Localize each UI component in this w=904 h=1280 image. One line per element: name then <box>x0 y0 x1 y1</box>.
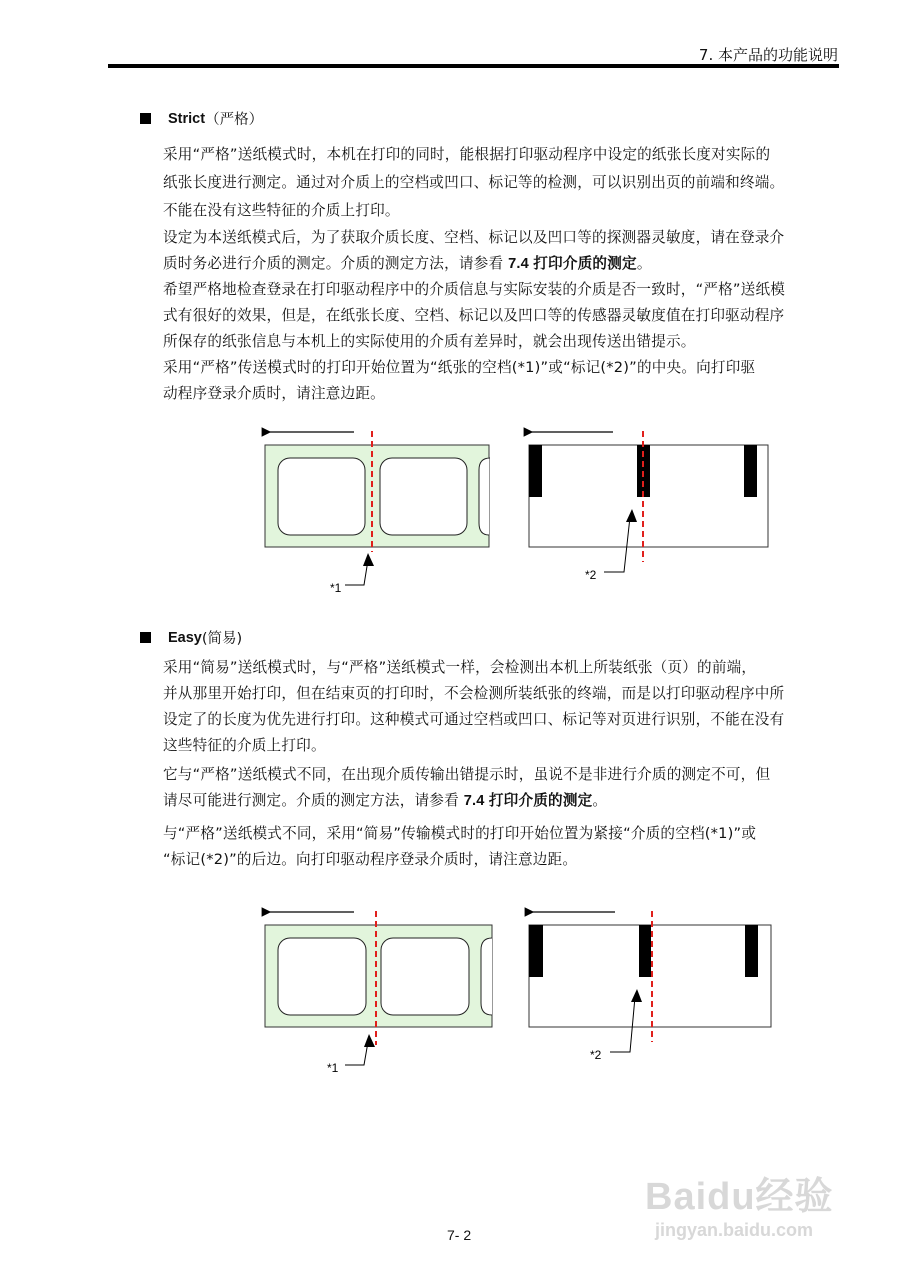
text-line: 并从那里开始打印，但在结束页的打印时，不会检测所装纸张的终端，而是以打印驱动程序中所 <box>163 685 785 702</box>
text-line: 纸张长度进行测定。通过对介质上的空档或凹口、标记等的检测，可以识别出页的前端和终端。 <box>163 174 785 191</box>
mark-label: *2 <box>590 1048 602 1062</box>
watermark-url: jingyan.baidu.com <box>655 1220 814 1240</box>
reference-link: 7.4 打印介质的测定 <box>508 256 637 272</box>
text-line: 式有很好的效果，但是，在纸张长度、空档、标记以及凹口等的传感器灵敏度值在打印驱动程序 <box>163 307 785 324</box>
text-line: 设定了的长度为优先进行打印。这种模式可通过空档或凹口、标记等对页进行识别，不能在没有 <box>163 711 785 728</box>
watermark-brand: Baidu经验 <box>645 1176 834 1218</box>
section-title-zh: (简易) <box>201 631 243 647</box>
text-span: 请尽可能进行测定。介质的测定方法，请参看 <box>163 792 464 809</box>
easy-label-diagram <box>265 911 492 1075</box>
page-number: 7- 2 <box>447 1227 472 1243</box>
text-line: 所保存的纸张信息与本机上的实际使用的介质有差异时，就会出现传送出错提示。 <box>163 333 696 350</box>
label <box>278 458 365 535</box>
pointer-arrow-icon <box>363 553 374 566</box>
watermark <box>645 1165 834 1241</box>
label <box>381 938 469 1015</box>
gap-label: *1 <box>330 581 342 595</box>
text-line: “标记(*2)”的后边。向打印驱动程序登录介质时，请注意边距。 <box>163 851 578 868</box>
text-line: 希望严格地检查登录在打印驱动程序中的介质信息与实际安装的介质是否一致时，“严格”送纸模 <box>163 281 786 298</box>
mark-label: *2 <box>585 568 597 582</box>
text-line: 采用“简易”送纸模式时，与“严格”送纸模式一样，会检测出本机上所装纸张（页）的前端， <box>163 659 757 676</box>
text-line: 设定为本送纸模式后，为了获取介质长度、空档、标记以及凹口等的探测器灵敏度，请在登录介 <box>163 229 785 246</box>
easy-mark-diagram <box>529 911 771 1062</box>
pointer-arrow-icon <box>364 1034 375 1047</box>
section-title-en: Easy <box>168 629 202 646</box>
black-mark <box>745 925 758 977</box>
text-line: 动程序登录介质时，请注意边距。 <box>163 385 385 402</box>
text-line: 不能在没有这些特征的介质上打印。 <box>163 202 400 219</box>
text-span: 质时务必进行介质的测定。介质的测定方法，请参看 <box>163 255 509 272</box>
text-span: 。 <box>636 255 652 272</box>
strict-mark-diagram <box>529 431 768 582</box>
label <box>380 458 467 535</box>
text-line: 采用“严格”送纸模式时，本机在打印的同时，能根据打印驱动程序中设定的纸张长度对实际的 <box>163 146 771 163</box>
chapter-header: 7. 本产品的功能说明 <box>698 46 838 64</box>
label-partial <box>481 938 492 1015</box>
label-partial <box>479 458 490 535</box>
text-line: 与“严格”送纸模式不同，采用“简易”传输模式时的打印开始位置为紧接“介质的空档(*1)”或 <box>163 825 757 842</box>
strict-label-diagram <box>265 431 490 595</box>
label <box>278 938 366 1015</box>
black-mark <box>529 445 542 497</box>
black-mark <box>744 445 757 497</box>
black-mark <box>639 925 651 977</box>
gap-label: *1 <box>327 1061 339 1075</box>
text-line: 它与“严格”送纸模式不同，在出现介质传输出错提示时，虽说不是非进行介质的测定不可，但 <box>163 766 771 783</box>
section-title-en: Strict <box>168 110 206 127</box>
section-title-zh: （严格） <box>205 112 264 128</box>
text-line: 采用“严格”传送模式时的打印开始位置为“纸张的空档(*1)”或“标记(*2)”的中央。向打印驱 <box>163 359 756 376</box>
text-span: 。 <box>592 792 608 809</box>
black-mark <box>529 925 543 977</box>
reference-link: 7.4 打印介质的测定 <box>463 793 593 809</box>
text-line: 这些特征的介质上打印。 <box>163 737 326 754</box>
